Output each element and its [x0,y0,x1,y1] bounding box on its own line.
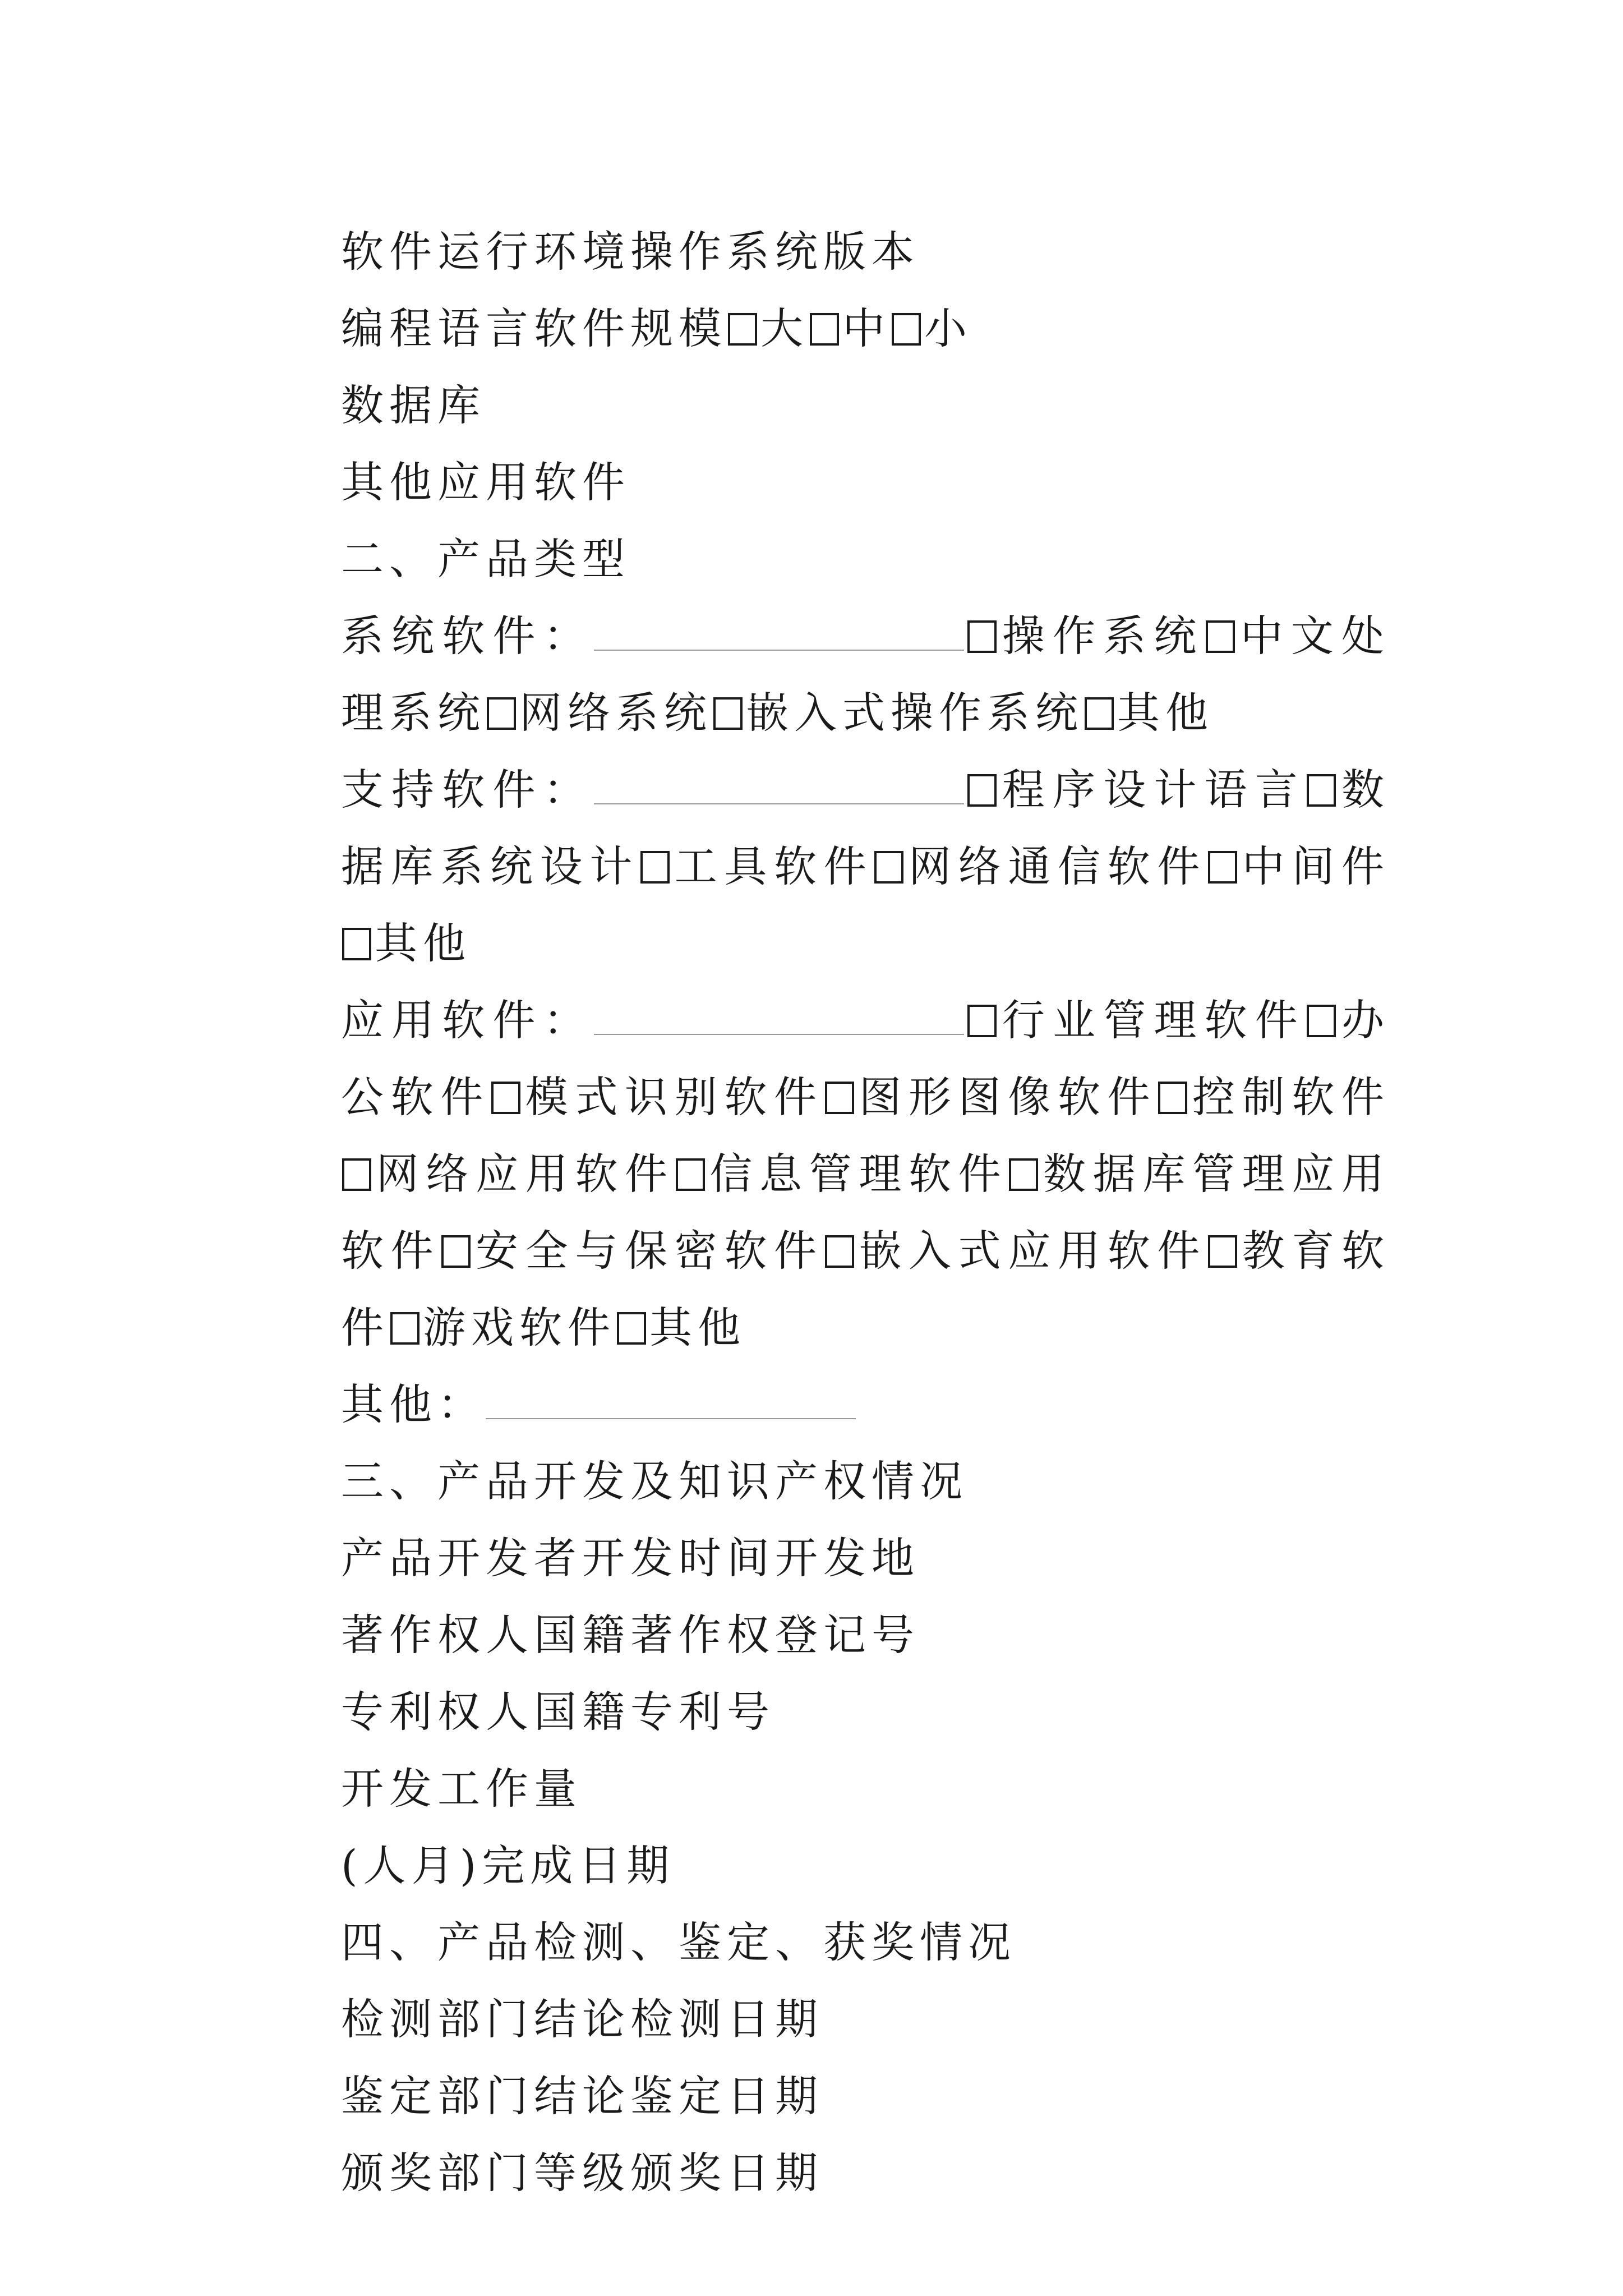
appraisal-line: 鉴定部门结论鉴定日期 [341,2071,823,2121]
other-app-software-line: 其他应用软件 [341,457,630,507]
support-software-label: 支持软件： [341,765,594,815]
option-pattern-recognition: 模式识别软件 [524,1072,824,1122]
checkbox-game[interactable] [390,1312,419,1345]
checkbox-embedded-os[interactable] [713,697,743,730]
checkbox-medium[interactable] [810,313,839,346]
checkbox-security[interactable] [441,1235,471,1268]
checkbox-info-mgmt[interactable] [676,1158,705,1191]
checkbox-application-other[interactable] [617,1312,646,1345]
testing-line: 检测部门结论检测日期 [341,1994,823,2044]
checkbox-chinese-processing[interactable] [1206,620,1235,653]
language-scale-line [251,290,1390,367]
option-db-design: 数据库系统设计 [341,765,1390,891]
application-software-label: 应用软件： [341,995,594,1045]
checkbox-programming-language[interactable] [967,774,997,807]
option-application-other: 其他 [649,1303,746,1352]
other-type-label: 其他： [341,1379,486,1429]
option-db-mgmt-app: 数据库管理应用软件 [341,1149,1390,1276]
checkbox-middleware[interactable] [1208,851,1237,884]
workload-line: 开发工作量 [341,1764,582,1814]
option-tools: 工具软件 [673,841,874,891]
option-info-mgmt: 信息管理软件 [708,1149,1008,1199]
checkbox-support-other[interactable] [342,928,371,960]
copyright-line: 著作权人国籍著作权登记号 [341,1610,920,1660]
support-software-paragraph [251,751,1390,982]
checkbox-tools[interactable] [640,851,670,884]
option-industry-mgmt: 行业管理软件 [999,995,1306,1045]
option-programming-language: 程序设计语言 [999,765,1306,815]
language-scale-label: 编程语言软件规模 [341,303,727,353]
application-software-blank[interactable] [594,995,964,1035]
scale-option-large: 大 [760,303,809,353]
patent-line: 专利权人国籍专利号 [341,1687,775,1737]
checkbox-pattern-recognition[interactable] [491,1082,520,1114]
checkbox-office[interactable] [1307,1005,1336,1037]
application-software-paragraph [251,982,1390,1366]
system-software-blank[interactable] [594,610,964,651]
other-type-line [251,1366,1390,1443]
option-embedded-app: 嵌入式应用软件 [857,1226,1207,1276]
completion-date-line: (人月)完成日期 [341,1841,675,1890]
option-os: 操作系统 [999,611,1205,661]
checkbox-network-system[interactable] [487,697,516,730]
developer-line: 产品开发者开发时间开发地 [341,1533,920,1583]
database-line: 数据库 [341,380,486,430]
option-network-comm: 网络通信软件 [907,841,1207,891]
option-graphics: 图形图像软件 [857,1072,1158,1122]
checkbox-embedded-app[interactable] [825,1235,854,1268]
checkbox-small[interactable] [892,313,921,346]
option-security: 安全与保密软件 [474,1226,824,1276]
checkbox-industry-mgmt[interactable] [967,1005,997,1037]
option-education: 教育软件 [341,1226,1390,1352]
option-network-system: 网络系统 [519,688,712,738]
scale-option-medium: 中 [842,303,891,353]
checkbox-db-mgmt-app[interactable] [1009,1158,1038,1191]
checkbox-network-app[interactable] [342,1158,371,1191]
scale-option-small: 小 [924,303,972,353]
option-middleware: 中间件 [1241,841,1390,891]
document-page [251,213,1390,2211]
checkbox-control[interactable] [1158,1082,1187,1114]
support-software-blank[interactable] [594,764,964,804]
award-line: 颁奖部门等级颁奖日期 [341,2148,823,2198]
option-embedded-os: 嵌入式操作系统 [746,688,1083,738]
other-type-blank[interactable] [486,1379,856,1419]
checkbox-db-design[interactable] [1307,774,1336,807]
option-office: 办公软件 [341,995,1390,1122]
system-software-paragraph [251,597,1390,751]
option-network-app: 网络应用软件 [375,1149,675,1199]
checkbox-education[interactable] [1208,1235,1237,1268]
option-support-other: 其他 [375,918,471,968]
section-heading-product-type: 二、产品类型 [341,534,630,584]
option-chinese-processing: 中文处理系统 [341,611,1390,738]
system-software-label: 系统软件： [341,611,594,661]
checkbox-os[interactable] [967,620,997,653]
section-heading-testing: 四、产品检测、鉴定、获奖情况 [341,1917,1016,1967]
checkbox-network-comm[interactable] [874,851,903,884]
checkbox-graphics[interactable] [825,1082,854,1114]
runtime-env-line: 软件运行环境操作系统版本 [341,227,920,277]
option-game: 游戏软件 [423,1303,616,1352]
section-heading-development: 三、产品开发及知识产权情况 [341,1456,968,1506]
checkbox-system-other[interactable] [1085,697,1114,730]
option-control: 控制软件 [1191,1072,1390,1122]
option-system-other: 其他 [1117,688,1214,738]
checkbox-large[interactable] [728,313,757,346]
